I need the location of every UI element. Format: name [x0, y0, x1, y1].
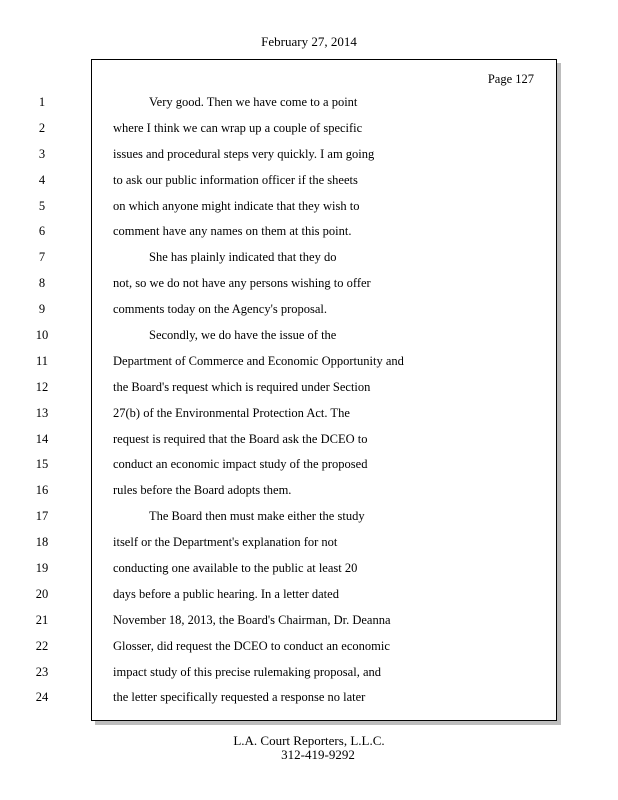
- line-number-label: 6: [38, 224, 46, 239]
- transcript-line: on which anyone might indicate that they wish to: [113, 198, 360, 213]
- line-number: [0, 196, 82, 222]
- line-number: [0, 351, 82, 377]
- line-number-column: [0, 92, 82, 713]
- line-number: [0, 480, 82, 506]
- line-number: [0, 584, 82, 610]
- transcript-line: days before a public hearing. In a letter dated: [113, 586, 339, 601]
- transcript-line: where I think we can wrap up a couple of specific: [113, 120, 363, 135]
- line-number: [0, 636, 82, 662]
- line-number-label: 11: [35, 353, 49, 368]
- line-number-label: 23: [35, 664, 49, 679]
- line-number: [0, 532, 82, 558]
- line-number-label: 12: [35, 379, 49, 394]
- footer-company: L.A. Court Reporters, L.L.C.: [233, 733, 385, 748]
- transcript-line: rules before the Board adopts them.: [113, 483, 292, 498]
- header-date: February 27, 2014: [261, 34, 357, 49]
- line-number: [0, 558, 82, 584]
- line-number: [0, 687, 82, 713]
- transcript-line: impact study of this precise rulemaking proposal, and: [113, 664, 381, 679]
- line-number-label: 3: [38, 146, 46, 161]
- transcript-line: Department of Commerce and Economic Opportunity and: [113, 353, 404, 368]
- transcript-line: comments today on the Agency's proposal.: [113, 302, 328, 317]
- transcript-line: comment have any names on them at this point.: [113, 224, 352, 239]
- line-number: [0, 429, 82, 455]
- line-number-label: 10: [35, 328, 49, 343]
- transcript-line: not, so we do not have any persons wishing to offer: [113, 276, 371, 291]
- line-number-label: 7: [38, 250, 46, 265]
- line-number: [0, 662, 82, 688]
- line-number-label: 18: [35, 535, 49, 550]
- footer-phone: 312-419-9292: [281, 747, 355, 762]
- footer: [0, 734, 618, 762]
- transcript-line: the Board's request which is required under Section: [113, 379, 371, 394]
- transcript-line: itself or the Department's explanation for not: [113, 535, 338, 550]
- transcript-line: She has plainly indicated that they do: [149, 250, 337, 265]
- transcript-line: conduct an economic impact study of the proposed: [113, 457, 368, 472]
- line-number: [0, 247, 82, 273]
- line-number-label: 21: [35, 612, 49, 627]
- line-number: [0, 454, 82, 480]
- transcript-line: The Board then must make either the study: [149, 509, 365, 524]
- line-number-label: 15: [35, 457, 49, 472]
- line-number: [0, 506, 82, 532]
- transcript-line: the letter specifically requested a response no later: [113, 690, 366, 705]
- line-number: [0, 377, 82, 403]
- line-number-label: 24: [35, 690, 49, 705]
- line-number-label: 8: [38, 276, 46, 291]
- transcript-line: November 18, 2013, the Board's Chairman, Dr. Deanna: [113, 612, 391, 627]
- transcript-line: 27(b) of the Environmental Protection Act. The: [113, 405, 350, 420]
- transcript-line: conducting one available to the public at least 20: [113, 561, 358, 576]
- line-number: [0, 273, 82, 299]
- line-number: [0, 299, 82, 325]
- transcript-text: [113, 92, 543, 713]
- line-number: [0, 92, 82, 118]
- line-number-label: 13: [35, 405, 49, 420]
- transcript-line: issues and procedural steps very quickly. I am going: [113, 146, 375, 161]
- line-number-label: 20: [35, 586, 49, 601]
- page-number: Page 127: [487, 72, 534, 86]
- line-number-label: 16: [35, 483, 49, 498]
- line-number: [0, 403, 82, 429]
- line-number: [0, 118, 82, 144]
- line-number-label: 19: [35, 561, 49, 576]
- line-number-label: 5: [38, 198, 46, 213]
- transcript-line: Secondly, we do have the issue of the: [149, 328, 337, 343]
- transcript-line: to ask our public information officer if the sheets: [113, 172, 358, 187]
- line-number-label: 4: [38, 172, 46, 187]
- line-number-label: 1: [38, 95, 46, 109]
- line-number: [0, 144, 82, 170]
- line-number-label: 22: [35, 638, 49, 653]
- line-number-label: 17: [35, 509, 49, 524]
- line-number-label: 14: [35, 431, 49, 446]
- transcript-line: request is required that the Board ask the DCEO to: [113, 431, 368, 446]
- line-number: [0, 170, 82, 196]
- line-number: [0, 325, 82, 351]
- line-number-label: 2: [38, 120, 46, 135]
- line-number-label: 9: [38, 302, 46, 317]
- line-number: [0, 221, 82, 247]
- transcript-line: Glosser, did request the DCEO to conduct an economic: [113, 638, 390, 653]
- line-number: [0, 610, 82, 636]
- transcript-line: Very good. Then we have come to a point: [149, 95, 358, 109]
